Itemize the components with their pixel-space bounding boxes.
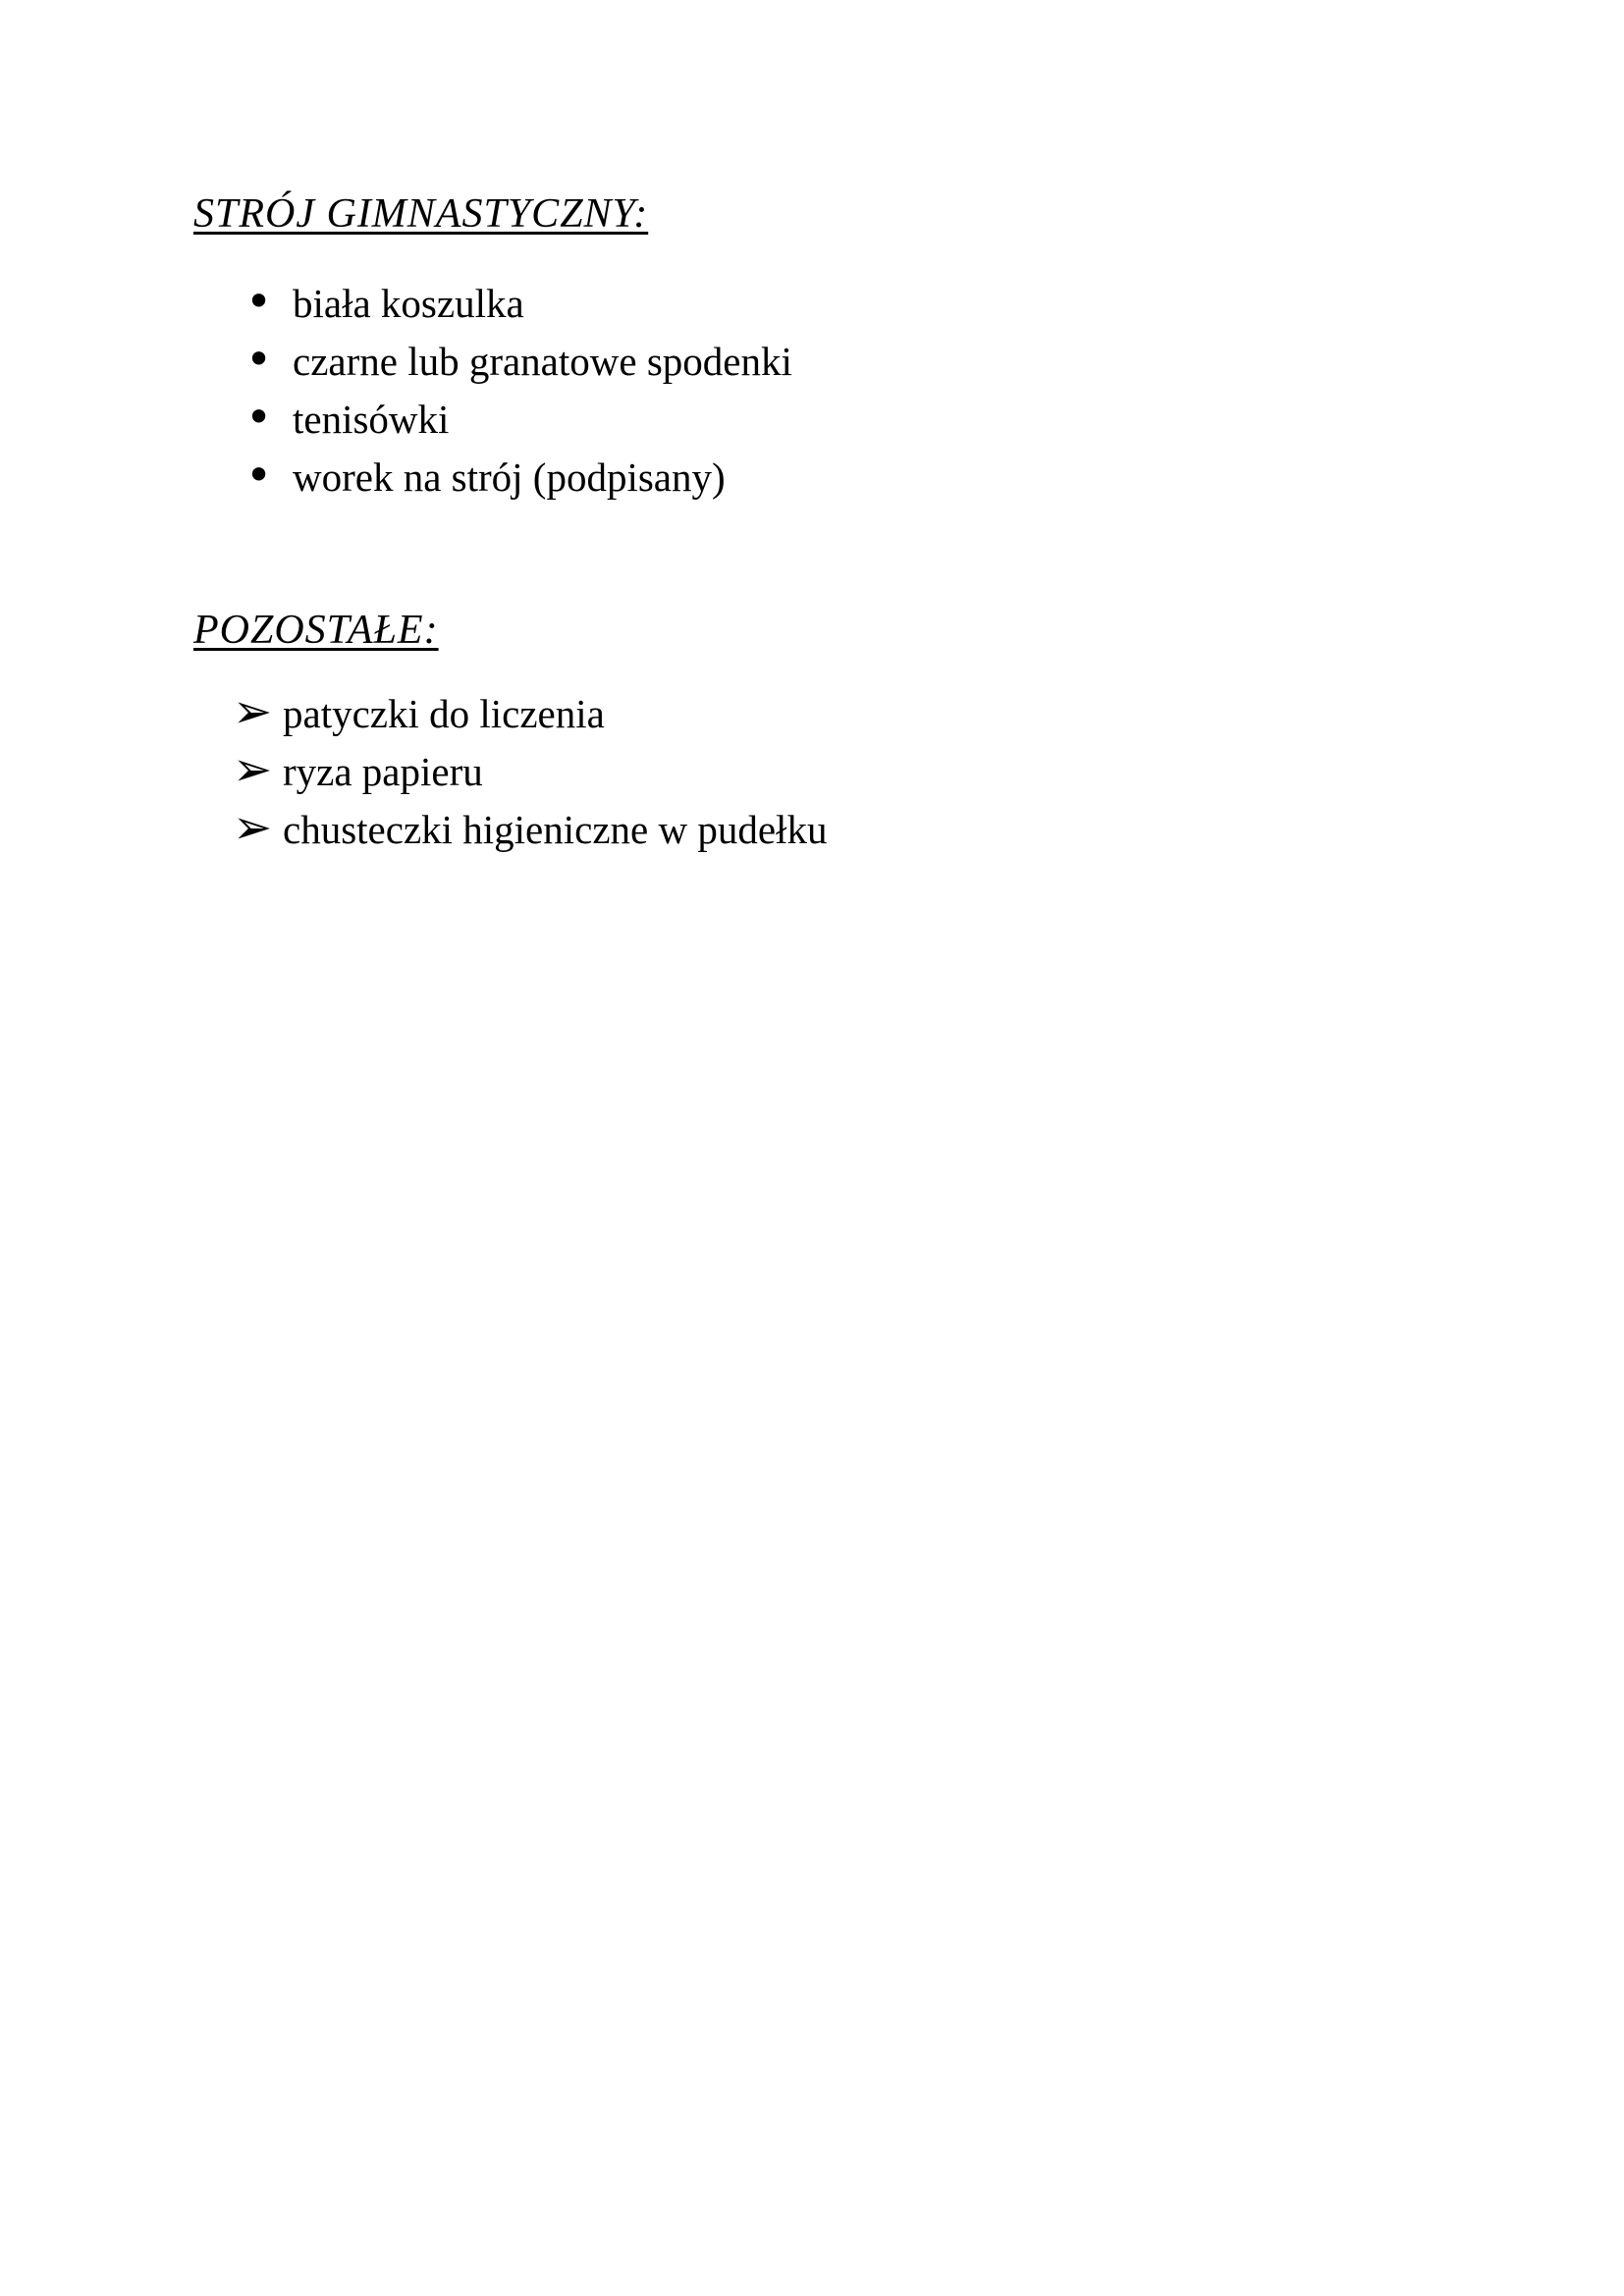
document-content xyxy=(0,0,1624,858)
arrowhead-bullet-icon: ➢ xyxy=(233,684,273,739)
list-item-text: chusteczki higieniczne w pudełku xyxy=(283,807,828,852)
section-heading-stroj-gimnastyczny: STRÓJ GIMNASTYCZNY: xyxy=(193,191,649,237)
arrowhead-bullet-icon: ➢ xyxy=(233,742,273,797)
list-item xyxy=(233,684,1624,742)
list-item xyxy=(245,274,1624,332)
list-item-text: tenisówki xyxy=(293,397,450,442)
list-item xyxy=(245,390,1624,448)
round-bullet-icon: • xyxy=(245,391,273,444)
list-item xyxy=(245,332,1624,390)
arrowhead-bullet-icon: ➢ xyxy=(233,800,273,855)
list-item xyxy=(233,800,1624,858)
section-heading-pozostale: POZOSTAŁE: xyxy=(193,608,439,653)
round-bullet-icon: • xyxy=(245,449,273,502)
list-item-text: czarne lub granatowe spodenki xyxy=(293,339,792,384)
list-item xyxy=(245,448,1624,506)
gym-outfit-list xyxy=(0,274,1624,506)
other-items-list xyxy=(0,684,1624,858)
list-item xyxy=(233,742,1624,800)
list-item-text: biała koszulka xyxy=(293,281,524,326)
round-bullet-icon: • xyxy=(245,333,273,386)
list-item-text: ryza papieru xyxy=(283,749,483,794)
list-item-text: worek na strój (podpisany) xyxy=(293,454,726,500)
round-bullet-icon: • xyxy=(245,275,273,328)
list-item-text: patyczki do liczenia xyxy=(283,691,605,736)
